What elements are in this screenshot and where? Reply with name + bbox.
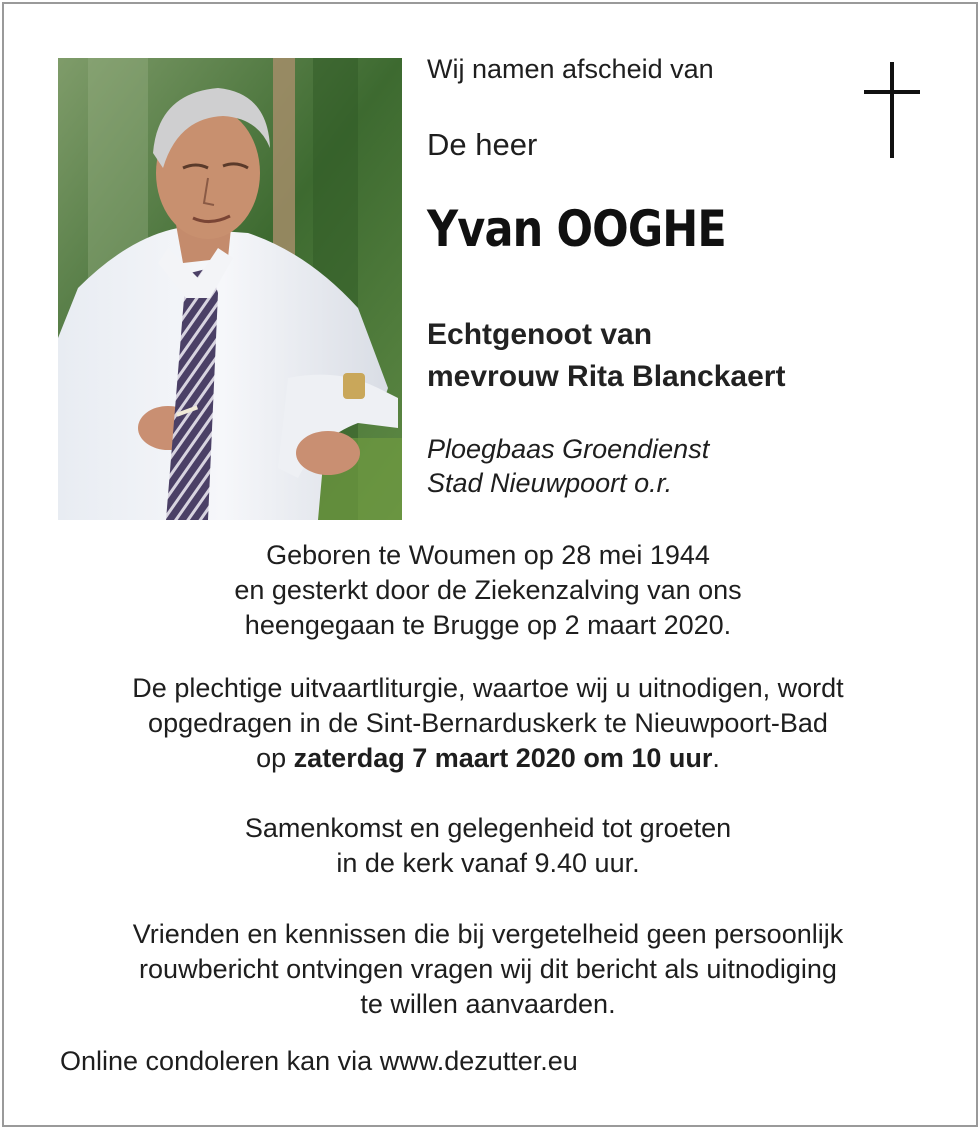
gathering-line-2: in de kerk vanaf 9.40 uur. bbox=[336, 848, 640, 878]
funeral-date-suffix: . bbox=[712, 743, 720, 773]
gathering-paragraph bbox=[40, 811, 936, 881]
intro-text: Wij namen afscheid van bbox=[427, 54, 714, 84]
funeral-line-1: De plechtige uitvaartliturgie, waartoe wij u uitnodigen, wordt bbox=[132, 673, 844, 703]
spouse-line-1: Echtgenoot van bbox=[427, 318, 653, 351]
spouse-info bbox=[427, 314, 785, 398]
spouse-line-2: mevrouw Rita Blanckaert bbox=[427, 360, 786, 393]
notice-line-1: Vrienden en kennissen die bij vergetelheid geen persoonlijk bbox=[132, 919, 844, 949]
occupation-line-2: Stad Nieuwpoort o.r. bbox=[427, 468, 673, 498]
notice-line-2: rouwbericht ontvingen vragen wij dit bericht als uitnodiging bbox=[139, 954, 837, 984]
online-condolence-text: Online condoleren kan via www.dezutter.eu bbox=[60, 1046, 578, 1076]
occupation-line-1: Ploegbaas Groendienst bbox=[427, 434, 710, 464]
gathering-line-1: Samenkomst en gelegenheid tot groeten bbox=[244, 813, 732, 843]
funeral-date: zaterdag 7 maart 2020 om 10 uur bbox=[293, 743, 713, 773]
notice-line-3: te willen aanvaarden. bbox=[360, 989, 616, 1019]
funeral-paragraph bbox=[40, 671, 936, 776]
funeral-line-3 bbox=[40, 741, 936, 776]
funeral-line-2: opgedragen in de Sint-Bernarduskerk te Nieuwpoort-Bad bbox=[148, 708, 828, 738]
portrait-photo bbox=[58, 58, 402, 520]
birth-line: Geboren te Woumen op 28 mei 1944 bbox=[266, 540, 710, 570]
occupation-info bbox=[427, 432, 709, 500]
cross-icon bbox=[864, 62, 924, 158]
funeral-date-prefix: op bbox=[256, 743, 294, 773]
deceased-name: Yvan OOGHE bbox=[427, 200, 726, 258]
honorific-title: De heer bbox=[427, 127, 538, 162]
notice-paragraph bbox=[40, 917, 936, 1022]
death-line: heengegaan te Brugge op 2 maart 2020. bbox=[244, 610, 732, 640]
birth-death-paragraph bbox=[40, 538, 936, 643]
anointing-line: en gesterkt door de Ziekenzalving van ons bbox=[234, 575, 742, 605]
